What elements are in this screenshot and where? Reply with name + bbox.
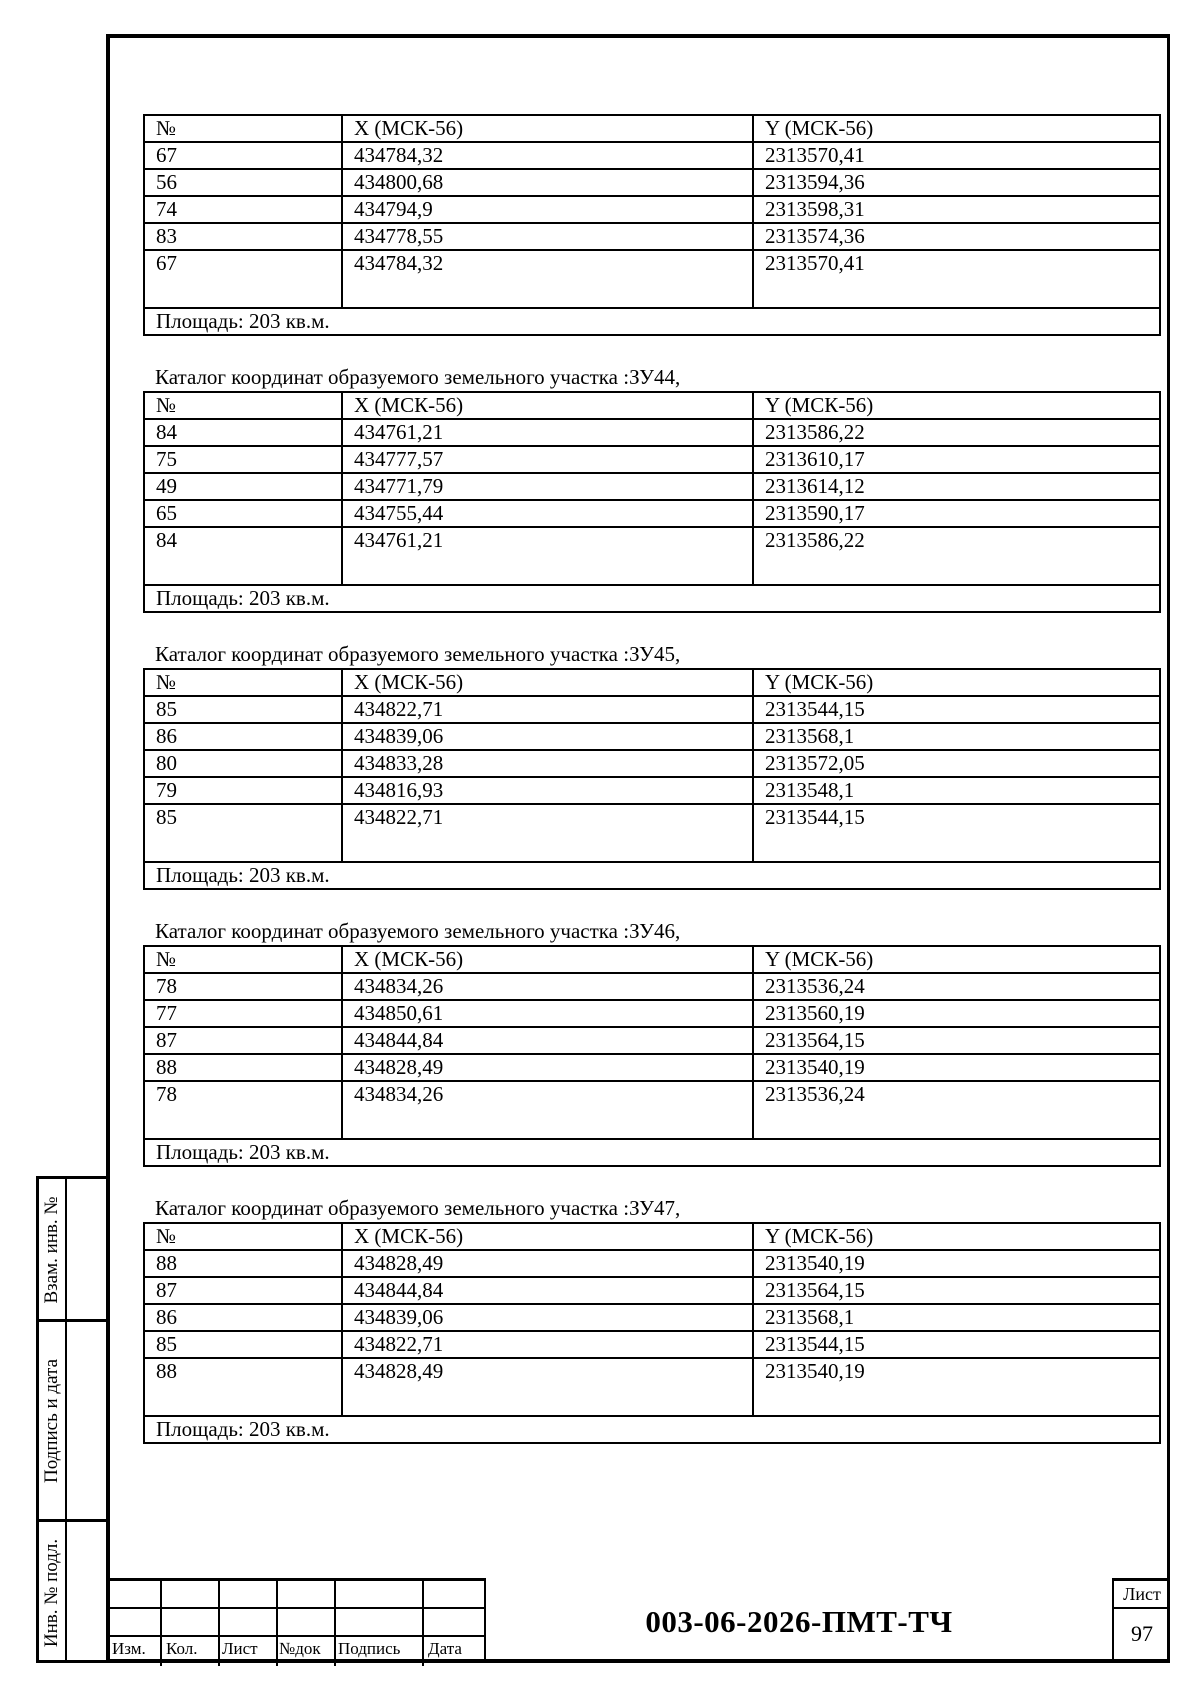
table-row [144,527,1160,585]
point-number-cell: 85 [144,804,342,862]
side-stamp-inv-label: Инв. № подл. [41,1538,62,1647]
table-caption: Каталог координат образуемого земельного участка :ЗУ44, [155,365,681,389]
table-row [144,1250,1160,1277]
table-row [144,750,1160,777]
x-coordinate-cell: 434771,79 [342,473,753,500]
x-coordinate-cell: 434822,71 [342,696,753,723]
title-block-kol: Кол. [166,1639,198,1658]
coordinates-table [143,668,1161,890]
point-number-cell: 88 [144,1358,342,1416]
point-number-cell: 88 [144,1250,342,1277]
table-row [144,973,1160,1000]
y-coordinate-cell: 2313536,24 [753,1081,1160,1139]
point-number-cell: 79 [144,777,342,804]
table-row [144,777,1160,804]
y-coordinate-cell: 2313610,17 [753,446,1160,473]
point-number-cell: 85 [144,1331,342,1358]
area-row [144,1416,1160,1443]
x-coordinate-cell: 434784,32 [342,142,753,169]
table-row [144,1054,1160,1081]
y-coordinate-cell: 2313590,17 [753,500,1160,527]
coordinate-catalog [143,114,1161,1444]
x-coordinate-cell: 434778,55 [342,223,753,250]
point-number-cell: 56 [144,169,342,196]
y-coordinate-cell: 2313594,36 [753,169,1160,196]
title-block-list: Лист [222,1639,258,1658]
table-caption: Каталог координат образуемого земельного участка :ЗУ45, [155,642,681,666]
table-row [144,1027,1160,1054]
y-coordinate-cell: 2313568,1 [753,1304,1160,1331]
area-row [144,1139,1160,1166]
point-number-cell: 74 [144,196,342,223]
side-stamp-podpis-label: Подпись и дата [41,1358,62,1483]
table-row [144,142,1160,169]
x-coordinate-cell: 434839,06 [342,723,753,750]
x-coordinate-cell: 434794,9 [342,196,753,223]
table-caption: Каталог координат образуемого земельного участка :ЗУ46, [155,919,681,943]
point-number-cell: 78 [144,1081,342,1139]
column-header: X (МСК-56) [342,392,753,419]
coordinates-table [143,391,1161,613]
table-row [144,804,1160,862]
table-row [144,696,1160,723]
y-coordinate-cell: 2313586,22 [753,527,1160,585]
y-coordinate-cell: 2313574,36 [753,223,1160,250]
point-number-cell: 78 [144,973,342,1000]
x-coordinate-cell: 434777,57 [342,446,753,473]
table-row [144,500,1160,527]
table-gap [143,1167,1161,1195]
column-header: № [144,115,342,142]
y-coordinate-cell: 2313544,15 [753,1331,1160,1358]
table-header-row [144,946,1160,973]
x-coordinate-cell: 434822,71 [342,804,753,862]
column-header: X (МСК-56) [342,669,753,696]
coordinates-table [143,1222,1161,1444]
table-row [144,1358,1160,1416]
table-row [144,1331,1160,1358]
table-row [144,250,1160,308]
table-row [144,196,1160,223]
column-header: Y (МСК-56) [753,115,1160,142]
x-coordinate-cell: 434834,26 [342,1081,753,1139]
x-coordinate-cell: 434761,21 [342,419,753,446]
document-code: 003-06-2026-ПМТ-ТЧ [645,1604,953,1639]
column-header: Y (МСК-56) [753,946,1160,973]
sheet-number: 97 [1131,1621,1153,1646]
point-number-cell: 67 [144,250,342,308]
x-coordinate-cell: 434844,84 [342,1027,753,1054]
column-header: № [144,392,342,419]
point-number-cell: 87 [144,1027,342,1054]
y-coordinate-cell: 2313570,41 [753,250,1160,308]
y-coordinate-cell: 2313568,1 [753,723,1160,750]
title-block-grid [106,1578,484,1663]
point-number-cell: 77 [144,1000,342,1027]
x-coordinate-cell: 434755,44 [342,500,753,527]
x-coordinate-cell: 434800,68 [342,169,753,196]
x-coordinate-cell: 434834,26 [342,973,753,1000]
title-block-podpis: Подпись [338,1639,401,1658]
point-number-cell: 84 [144,419,342,446]
y-coordinate-cell: 2313540,19 [753,1054,1160,1081]
x-coordinate-cell: 434816,93 [342,777,753,804]
y-coordinate-cell: 2313586,22 [753,419,1160,446]
y-coordinate-cell: 2313598,31 [753,196,1160,223]
side-stamp-podpis [39,1322,106,1519]
point-number-cell: 87 [144,1277,342,1304]
point-number-cell: 86 [144,1304,342,1331]
table-header-row [144,115,1160,142]
x-coordinate-cell: 434844,84 [342,1277,753,1304]
table-header-row [144,392,1160,419]
column-header: Y (МСК-56) [753,392,1160,419]
point-number-cell: 65 [144,500,342,527]
area-cell: Площадь: 203 кв.м. [144,308,1160,335]
point-number-cell: 85 [144,696,342,723]
area-cell: Площадь: 203 кв.м. [144,585,1160,612]
y-coordinate-cell: 2313536,24 [753,973,1160,1000]
title-block [106,1578,1170,1663]
point-number-cell: 86 [144,723,342,750]
table-gap [143,336,1161,364]
table-row [144,1277,1160,1304]
y-coordinate-cell: 2313544,15 [753,696,1160,723]
y-coordinate-cell: 2313548,1 [753,777,1160,804]
sheet-box [1112,1578,1170,1663]
column-header: № [144,669,342,696]
table-row [144,1304,1160,1331]
area-row [144,308,1160,335]
column-header: Y (МСК-56) [753,1223,1160,1250]
table-row [144,446,1160,473]
table-caption: Каталог координат образуемого земельного участка :ЗУ47, [155,1196,681,1220]
column-header: X (МСК-56) [342,115,753,142]
side-stamp-vzam [39,1179,106,1321]
side-stamp-vzam-label: Взам. инв. № [41,1196,62,1304]
area-row [144,585,1160,612]
area-cell: Площадь: 203 кв.м. [144,1416,1160,1443]
title-block-izm: Изм. [112,1639,146,1658]
table-gap [143,890,1161,918]
point-number-cell: 49 [144,473,342,500]
y-coordinate-cell: 2313560,19 [753,1000,1160,1027]
table-row [144,473,1160,500]
area-row [144,862,1160,889]
y-coordinate-cell: 2313564,15 [753,1027,1160,1054]
table-row [144,169,1160,196]
column-header: Y (МСК-56) [753,669,1160,696]
y-coordinate-cell: 2313614,12 [753,473,1160,500]
y-coordinate-cell: 2313544,15 [753,804,1160,862]
point-number-cell: 83 [144,223,342,250]
y-coordinate-cell: 2313540,19 [753,1358,1160,1416]
point-number-cell: 84 [144,527,342,585]
table-row [144,1081,1160,1139]
x-coordinate-cell: 434833,28 [342,750,753,777]
table-row [144,419,1160,446]
area-cell: Площадь: 203 кв.м. [144,1139,1160,1166]
column-header: X (МСК-56) [342,946,753,973]
y-coordinate-cell: 2313540,19 [753,1250,1160,1277]
column-header: № [144,946,342,973]
table-row [144,723,1160,750]
area-cell: Площадь: 203 кв.м. [144,862,1160,889]
table-header-row [144,669,1160,696]
point-number-cell: 88 [144,1054,342,1081]
table-gap [143,613,1161,641]
side-stamp [36,1176,106,1663]
x-coordinate-cell: 434784,32 [342,250,753,308]
point-number-cell: 80 [144,750,342,777]
table-header-row [144,1223,1160,1250]
x-coordinate-cell: 434839,06 [342,1304,753,1331]
x-coordinate-cell: 434822,71 [342,1331,753,1358]
x-coordinate-cell: 434850,61 [342,1000,753,1027]
column-header: X (МСК-56) [342,1223,753,1250]
sheet-label: Лист [1123,1584,1161,1604]
table-row [144,223,1160,250]
y-coordinate-cell: 2313570,41 [753,142,1160,169]
coordinates-table [143,114,1161,336]
title-block-ndok: №док [279,1639,321,1658]
y-coordinate-cell: 2313564,15 [753,1277,1160,1304]
x-coordinate-cell: 434828,49 [342,1054,753,1081]
x-coordinate-cell: 434761,21 [342,527,753,585]
x-coordinate-cell: 434828,49 [342,1358,753,1416]
title-block-data: Дата [428,1639,462,1658]
side-stamp-inv [39,1522,106,1663]
table-row [144,1000,1160,1027]
point-number-cell: 67 [144,142,342,169]
point-number-cell: 75 [144,446,342,473]
y-coordinate-cell: 2313572,05 [753,750,1160,777]
column-header: № [144,1223,342,1250]
x-coordinate-cell: 434828,49 [342,1250,753,1277]
coordinates-table [143,945,1161,1167]
